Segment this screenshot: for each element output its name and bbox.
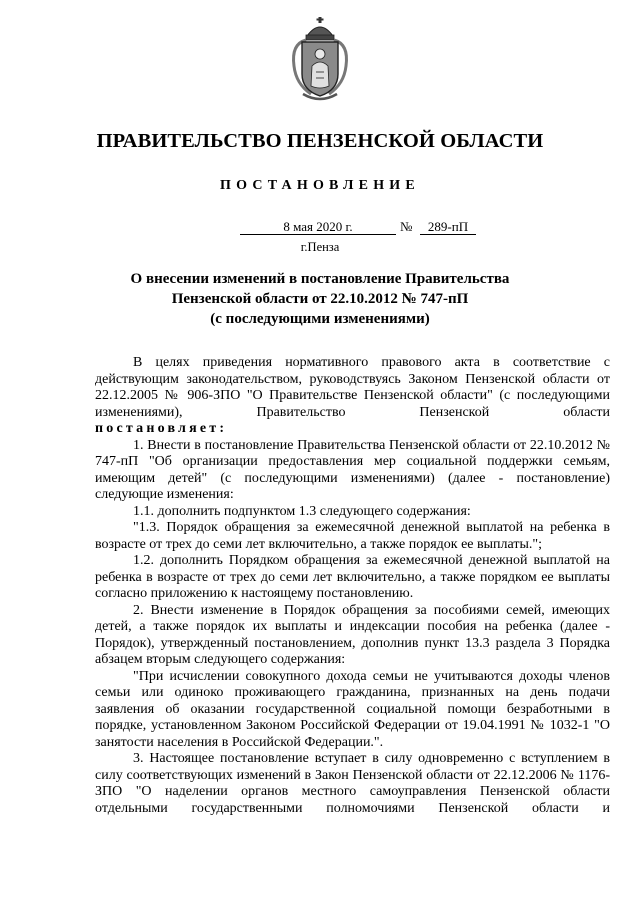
body-paragraph: 1.2. дополнить Порядком обращения за ежемесячной денежной выплатой на ребенка в возрасте от трех до семи лет включительно, а также порядком ее выплаты согласно приложению к настоящему постановлению. xyxy=(95,553,610,601)
document-subject xyxy=(100,269,540,329)
body-paragraph: 1. Внести в постановление Правительства Пензенской области от 22.10.2012 № 747-пП "Об организации предоставления мер социальной поддержки семьям, имеющим детей" (с последующими изменениями) (далее - постановление) следующие изменения: xyxy=(95,437,610,502)
document-type: ПОСТАНОВЛЕНИЕ xyxy=(220,178,420,193)
resolves-keyword xyxy=(95,421,610,438)
body-paragraph: 1.1. дополнить подпунктом 1.3 следующего содержания: xyxy=(133,503,471,519)
city-name: г.Пенза xyxy=(300,240,340,254)
body-paragraph: 3. Настоящее постановление вступает в силу одновременно с вступлением в силу соответствующих изменений в Закон Пензенской области от 22.12.2006 № 1176-ЗПО "О наделении органов местного самоуправления Пензенской области отдельными государственными полномочиями Пензенской области и xyxy=(95,751,610,816)
document-number: 289-пП xyxy=(420,219,476,235)
document-date: 8 мая 2020 г. xyxy=(240,219,396,235)
body-paragraph: "При исчислении совокупного дохода семьи не учитываются доходы членов семьи или одиноко проживающего гражданина, признанных на день подачи заявления об оказании государственной социальной помощи безработными в порядке, установленном Законом Российской Федерации от 19.04.1991 № 1032-1 "О занятости населения в Российской Федерации.". xyxy=(95,668,610,750)
preamble-paragraph: В целях приведения нормативного правового акта в соответствие с действующим законодательством, руководствуясь Законом Пензенской области от 22.12.2005 № 906-ЗПО "О Правительстве Пензенской области" (с последующими изменениями), Правительство Пензенской области xyxy=(95,355,610,420)
body-paragraph: "1.3. Порядок обращения за ежемесячной денежной выплатой на ребенка в возрасте от трех до семи лет включительно, а также порядок ее выплаты."; xyxy=(95,520,610,552)
organization-title: ПРАВИТЕЛЬСТВО ПЕНЗЕНСКОЙ ОБЛАСТИ xyxy=(96,130,544,152)
subject-line: О внесении изменений в постановление Правительства xyxy=(130,271,510,287)
number-sign: № xyxy=(400,219,413,234)
document-body xyxy=(95,355,610,817)
subject-line: (с последующими изменениями) xyxy=(210,311,430,327)
resolves-text: постановляет: xyxy=(95,421,228,436)
body-paragraph: 2. Внести изменение в Порядок обращения за пособиями семей, имеющих детей, а также порядок их выплаты и индексации пособия на ребенка (далее - Порядок), утвержденный постановлением, дополнив пункт 13.3 раздела 3 Порядка абзацем вторым следующего содержания: xyxy=(95,602,610,667)
subject-line: Пензенской области от 22.10.2012 № 747-пП xyxy=(171,291,469,307)
coat-of-arms-emblem xyxy=(285,14,355,104)
